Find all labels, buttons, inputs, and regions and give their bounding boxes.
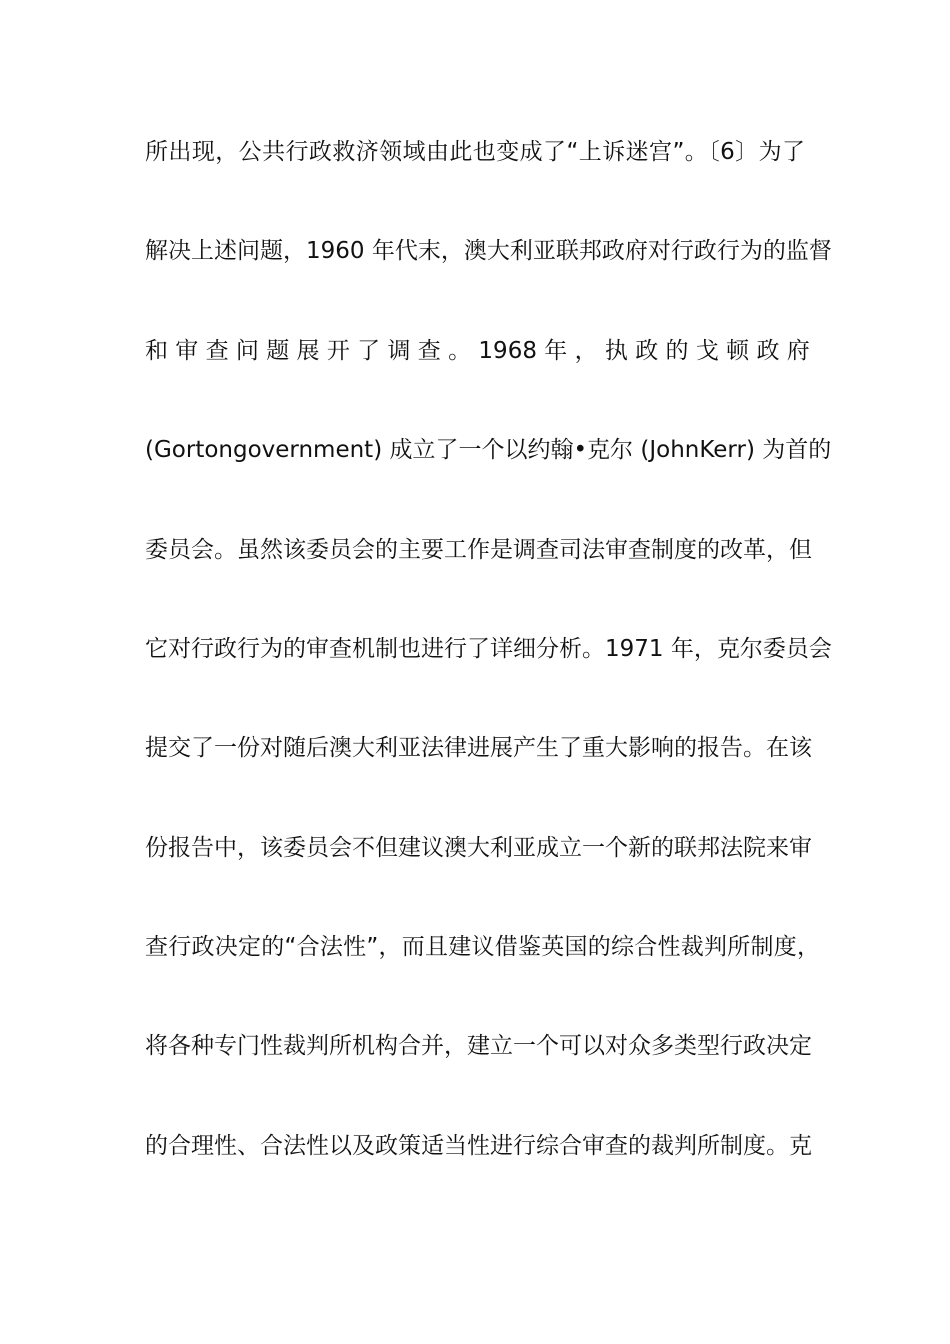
text-line-10: 将各种专门性裁判所机构合并，建立一个可以对众多类型行政决定 <box>145 1033 812 1059</box>
text-line-2: 解决上述问题，1960 年代末，澳大利亚联邦政府对行政行为的监督 <box>145 238 832 264</box>
text-line-3: 和 审 查 问 题 展 开 了 调 查 。 1968 年 ， 执 政 的 戈 顿 政 府 <box>145 338 810 364</box>
text-line-1: 所出现，公共行政救济领域由此也变成了“上诉迷宫”。〔6〕为了 <box>145 139 805 165</box>
text-line-4: (Gortongovernment) 成立了一个以约翰•克尔 (JohnKerr) 为首的 <box>145 437 832 463</box>
text-line-8: 份报告中，该委员会不但建议澳大利亚成立一个新的联邦法院来审 <box>145 835 812 861</box>
text-line-9: 查行政决定的“合法性”，而且建议借鉴英国的综合性裁判所制度， <box>145 934 820 960</box>
text-line-5: 委员会。虽然该委员会的主要工作是调查司法审查制度的改革，但 <box>145 537 812 563</box>
text-line-6: 它对行政行为的审查机制也进行了详细分析。1971 年，克尔委员会 <box>145 636 832 662</box>
text-line-7: 提交了一份对随后澳大利亚法律进展产生了重大影响的报告。在该 <box>145 735 812 761</box>
text-line-11: 的合理性、合法性以及政策适当性进行综合审查的裁判所制度。克 <box>145 1133 812 1159</box>
